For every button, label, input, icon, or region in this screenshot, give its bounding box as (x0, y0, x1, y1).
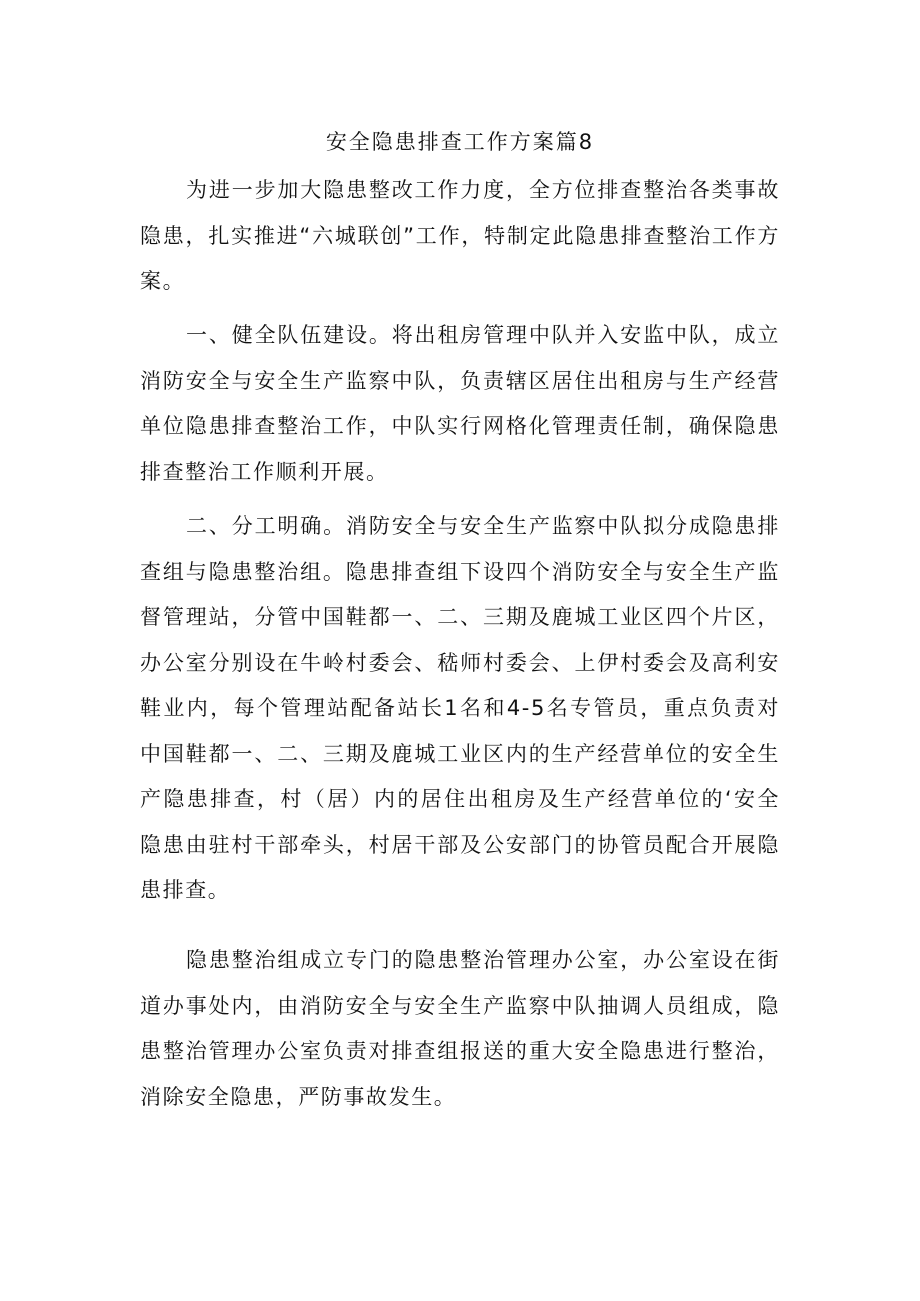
paragraph-intro: 为进一步加大隐患整改工作力度，全方位排查整治各类事故隐患，扎实推进“六城联创”工作，特制定此隐患排查整治工作方案。 (140, 178, 780, 293)
paragraph-rectification-group: 隐患整治组成立专门的隐患整治管理办公室，办公室设在街道办事处内，由消防安全与安全生产监察中队抽调人员组成，隐患整治管理办公室负责对排查组报送的重大安全隐患进行整治，消除安全隐患，严防事故发生。 (140, 948, 780, 1109)
paragraph-team-building: 一、健全队伍建设。将出租房管理中队并入安监中队，成立消防安全与安全生产监察中队，负责辖区居住出租房与生产经营单位隐患排查整治工作，中队实行网格化管理责任制，确保隐患排查整治工作顺利开展。 (140, 323, 780, 484)
paragraph-division-of-labor: 二、分工明确。消防安全与安全生产监察中队拟分成隐患排查组与隐患整治组。隐患排查组下设四个消防安全与安全生产监督管理站，分管中国鞋都一、二、三期及鹿城工业区四个片区，办公室分别设在牛岭村委会、嵇师村委会、上伊村委会及高利安鞋业内，每个管理站配备站长1名和4-5名专管员，重点负责对中国鞋都一、二、三期及鹿城工业区内的生产经营单位的安全生产隐患排查，村（居）内的居住出租房及生产经营单位的‘安全隐患由驻村干部牵头，村居干部及公安部门的协管员配合开展隐患排查。 (140, 514, 780, 902)
document-title: 安全隐患排查工作方案篇8 (325, 130, 595, 154)
